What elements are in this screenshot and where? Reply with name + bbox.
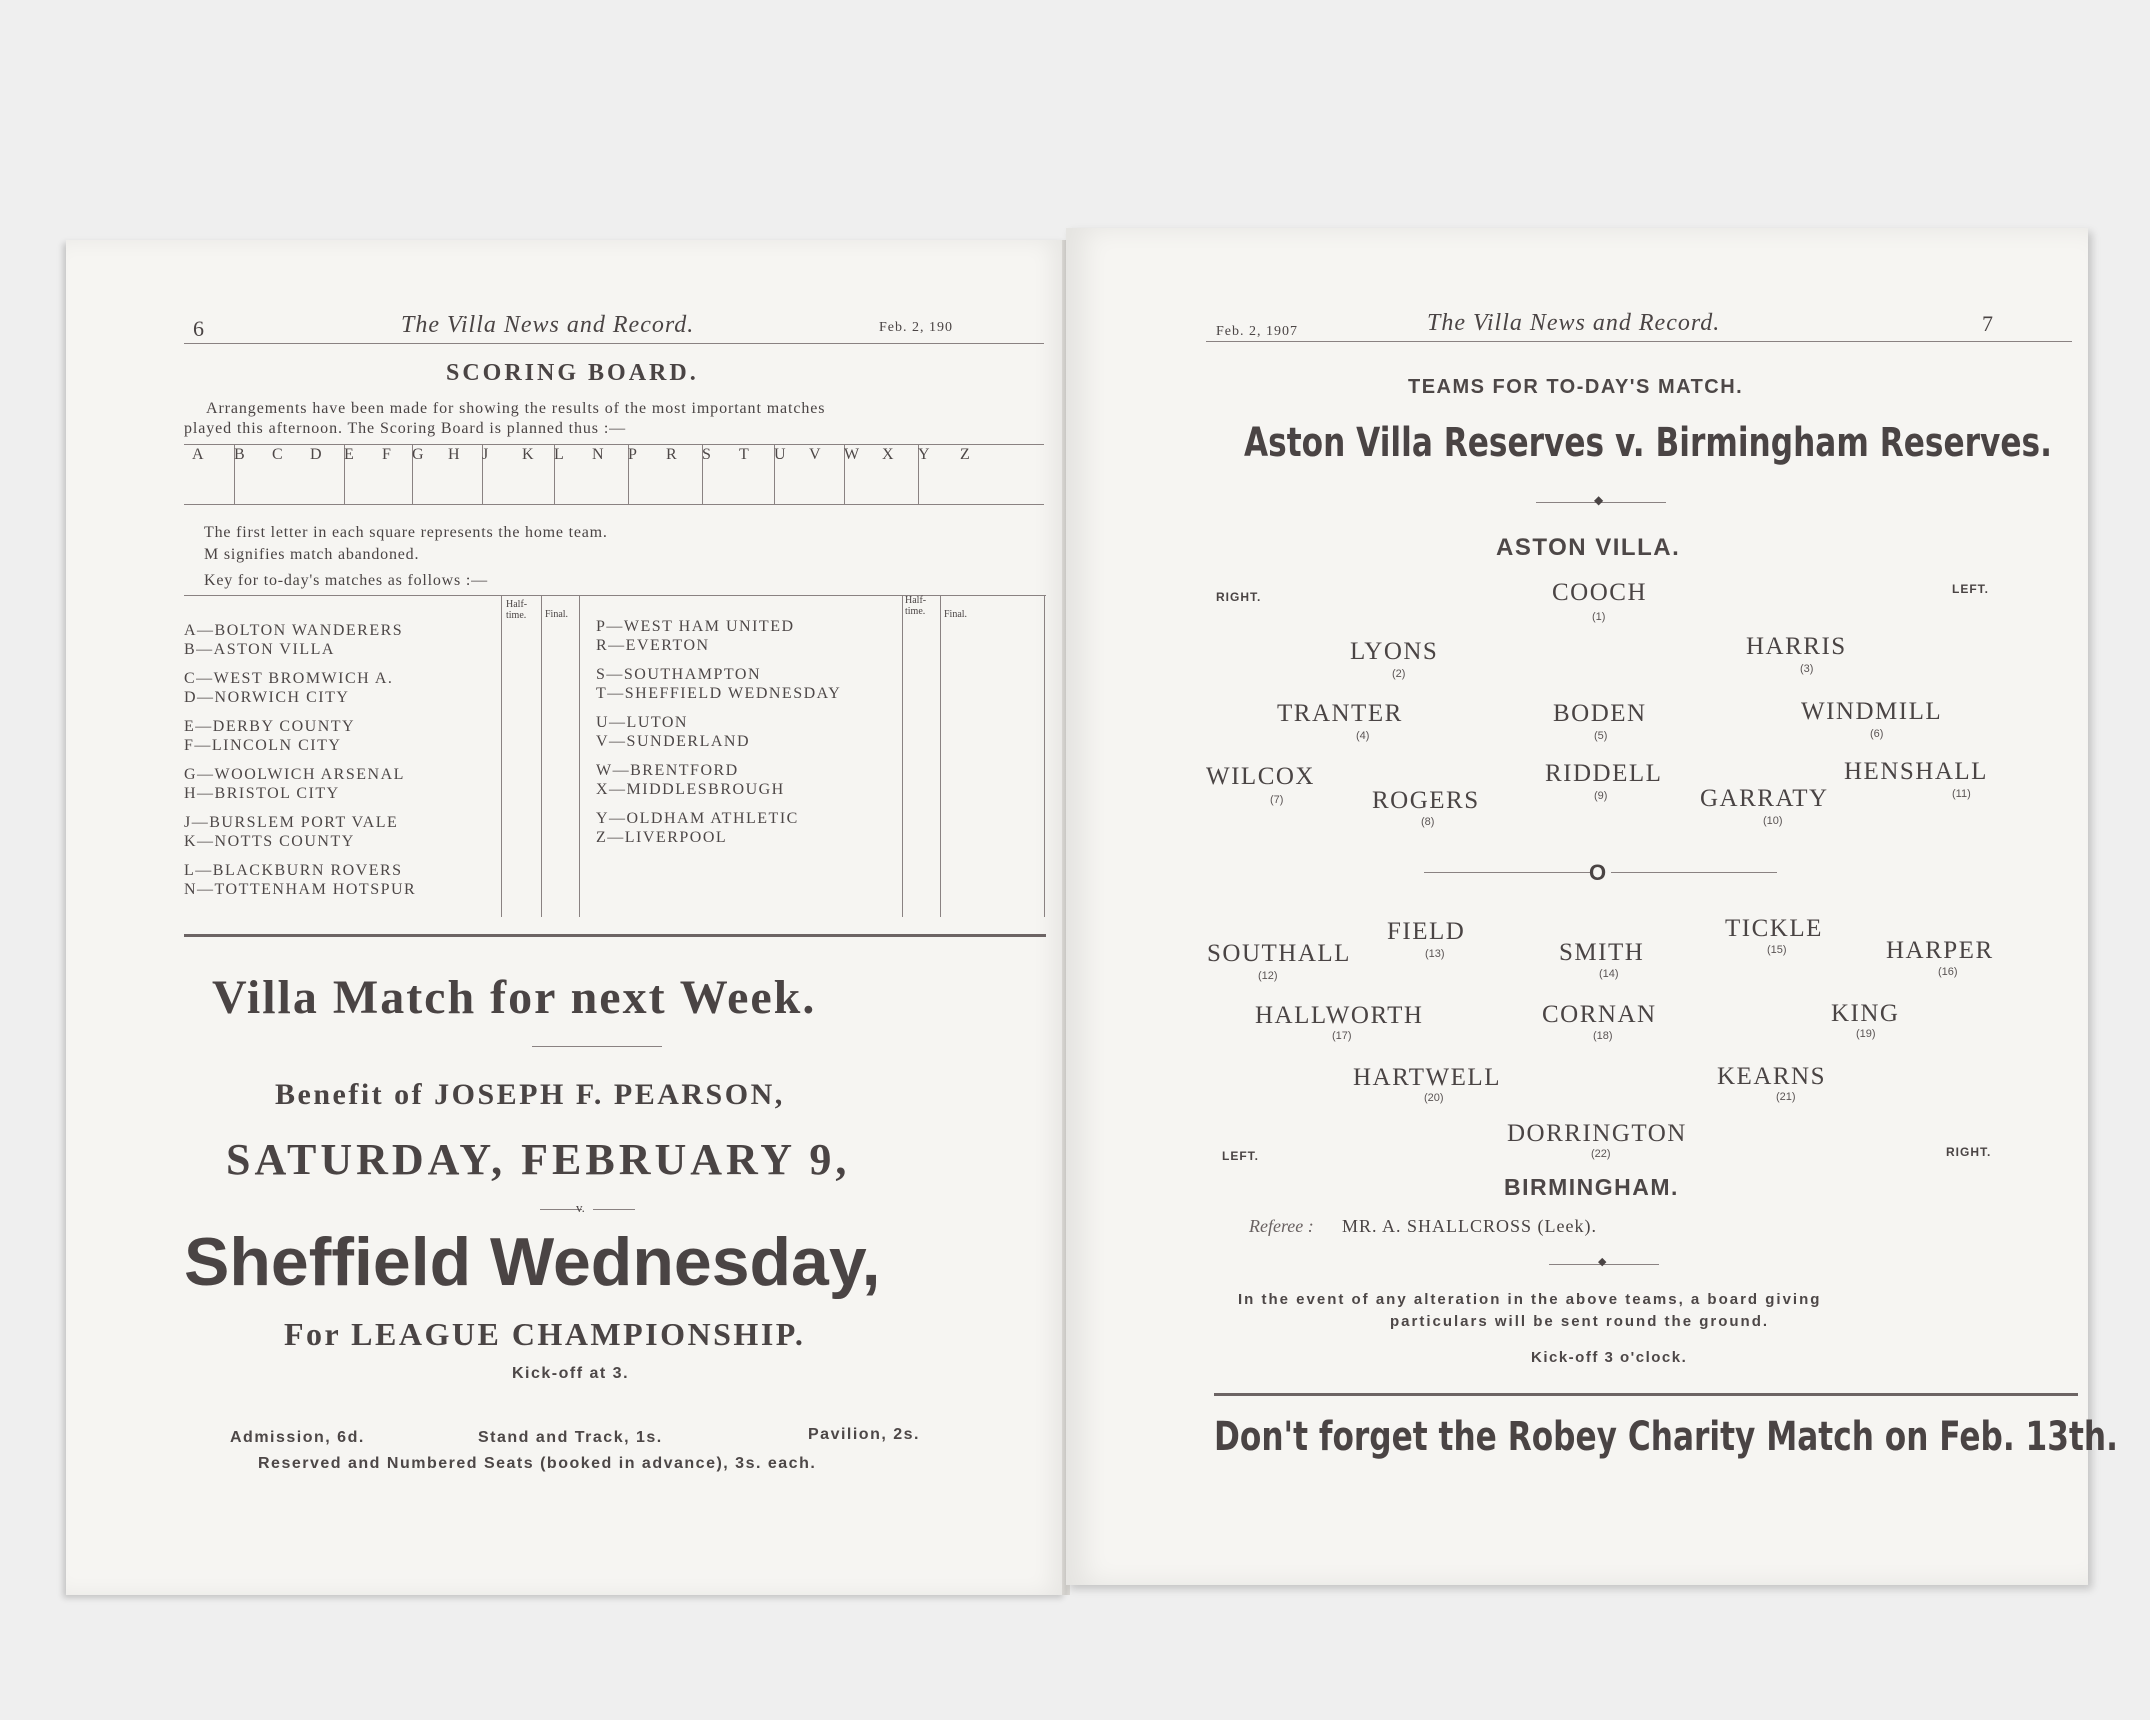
key-entry: X—MIDDLESBROUGH	[596, 781, 785, 798]
label-left-top: LEFT.	[1952, 582, 1989, 596]
referee-name: MR. A. SHALLCROSS (Leek).	[1342, 1216, 1598, 1236]
key-divider	[940, 595, 941, 917]
kickoff-time: Kick-off 3 o'clock.	[1531, 1349, 1688, 1366]
player-name: TRANTER	[1277, 700, 1403, 727]
key-table	[184, 595, 1046, 920]
reserved-seats: Reserved and Numbered Seats (booked in advance), 3s. each.	[258, 1455, 817, 1472]
player-name: HARPER	[1886, 937, 1994, 964]
header-rule	[184, 343, 1044, 344]
final-label-1: Final.	[545, 609, 569, 620]
label-right-top: RIGHT.	[1216, 590, 1262, 604]
grid-letter: V	[809, 446, 821, 463]
player-name: COOCH	[1552, 579, 1648, 606]
player-number: (17)	[1332, 1030, 1352, 1042]
key-entry: C—WEST BROMWICH A.	[184, 670, 394, 687]
player-name: HENSHALL	[1844, 758, 1988, 785]
grid-letter: T	[739, 446, 749, 463]
key-entry: B—ASTON VILLA	[184, 641, 335, 658]
grid-letter: H	[448, 446, 460, 463]
halfway-line-right	[1611, 872, 1777, 873]
referee-label: Referee :	[1249, 1216, 1314, 1236]
scoring-note-2: M signifies match abandoned.	[204, 546, 420, 563]
right-page-number: 7	[1982, 311, 1993, 336]
key-divider	[902, 595, 903, 917]
grid-top-rule	[184, 444, 1044, 445]
key-entry: V—SUNDERLAND	[596, 733, 750, 750]
player-number: (9)	[1594, 790, 1608, 802]
opponent-name: Sheffield Wednesday,	[184, 1224, 881, 1300]
key-entry: G—WOOLWICH ARSENAL	[184, 766, 405, 783]
key-divider	[1044, 595, 1045, 917]
scoring-intro-line2: played this afternoon. The Scoring Board is planned thus :—	[184, 420, 627, 437]
player-name: KEARNS	[1717, 1063, 1827, 1090]
halfway-line-left	[1424, 872, 1590, 873]
player-name: HARTWELL	[1353, 1064, 1501, 1091]
key-entry: H—BRISTOL CITY	[184, 785, 340, 802]
home-team-heading: ASTON VILLA.	[1496, 534, 1681, 561]
player-number: (3)	[1800, 663, 1814, 675]
admission-price: Admission, 6d.	[230, 1429, 365, 1446]
key-entry: Y—OLDHAM ATHLETIC	[596, 810, 799, 827]
player-number: (14)	[1599, 968, 1619, 980]
player-number: (20)	[1424, 1092, 1444, 1104]
grid-letter: Z	[960, 446, 970, 463]
player-name: TICKLE	[1725, 915, 1823, 942]
next-kickoff: Kick-off at 3.	[512, 1365, 630, 1382]
key-entry: Z—LIVERPOOL	[596, 829, 728, 846]
versus-rule-right	[593, 1209, 635, 1210]
footer-rule	[1214, 1393, 2078, 1396]
player-number: (2)	[1392, 668, 1406, 680]
stand-price: Stand and Track, 1s.	[478, 1429, 663, 1446]
section-rule	[184, 934, 1046, 937]
key-entry: S—SOUTHAMPTON	[596, 666, 762, 683]
next-match-heading: Villa Match for next Week.	[212, 971, 817, 1024]
player-number: (10)	[1763, 815, 1783, 827]
player-number: (6)	[1870, 728, 1884, 740]
ornament-icon: ◆	[1598, 1256, 1607, 1268]
grid-letter: E	[344, 446, 354, 463]
player-number: (7)	[1270, 794, 1284, 806]
key-entry: J—BURSLEM PORT VALE	[184, 814, 399, 831]
key-entry: K—NOTTS COUNTY	[184, 833, 355, 850]
player-number: (13)	[1425, 948, 1445, 960]
benefit-line: Benefit of JOSEPH F. PEARSON,	[275, 1078, 785, 1111]
grid-letter: N	[592, 446, 604, 463]
halftime-label-2: Half-time.	[905, 595, 927, 617]
right-running-title: The Villa News and Record.	[1427, 310, 1721, 336]
match-date: SATURDAY, FEBRUARY 9,	[226, 1135, 851, 1184]
player-number: (12)	[1258, 970, 1278, 982]
grid-letter: F	[382, 446, 391, 463]
player-number: (1)	[1592, 611, 1606, 623]
player-name: WILCOX	[1206, 763, 1315, 790]
pavilion-price: Pavilion, 2s.	[808, 1426, 920, 1443]
right-page	[1066, 228, 2118, 1585]
player-number: (22)	[1591, 1148, 1611, 1160]
player-name: GARRATY	[1700, 785, 1829, 812]
key-intro: Key for to-day's matches as follows :—	[204, 572, 488, 589]
away-team-heading: BIRMINGHAM.	[1504, 1174, 1679, 1200]
scoring-board-grid	[184, 444, 1044, 506]
grid-letter: B	[234, 446, 245, 463]
grid-letter: W	[844, 446, 860, 463]
player-number: (15)	[1767, 944, 1787, 956]
player-name: CORNAN	[1542, 1001, 1657, 1028]
player-name: RIDDELL	[1545, 760, 1663, 787]
player-number: (16)	[1938, 966, 1958, 978]
player-number: (11)	[1952, 788, 1971, 800]
label-right-bottom: RIGHT.	[1946, 1145, 1992, 1159]
alteration-line1: In the event of any alteration in the above teams, a board giving	[1238, 1291, 1822, 1308]
player-name: WINDMILL	[1801, 698, 1943, 725]
grid-letter: G	[412, 446, 424, 463]
grid-letter: D	[310, 446, 322, 463]
final-label-2: Final.	[944, 609, 968, 620]
grid-letter: P	[628, 446, 637, 463]
key-entry: P—WEST HAM UNITED	[596, 618, 795, 635]
player-name: SOUTHALL	[1207, 940, 1351, 967]
versus: v.	[576, 1200, 585, 1215]
short-rule	[532, 1046, 662, 1047]
player-number: (8)	[1421, 816, 1435, 828]
competition: For LEAGUE CHAMPIONSHIP.	[284, 1316, 806, 1352]
key-entry: E—DERBY COUNTY	[184, 718, 356, 735]
alteration-line2: particulars will be sent round the ground.	[1390, 1313, 1770, 1330]
footer-reminder: Don't forget the Robey Charity Match on Feb. 13th.	[1214, 1414, 2118, 1460]
grid-letter: Y	[918, 446, 930, 463]
key-entry: D—NORWICH CITY	[184, 689, 350, 706]
key-divider	[579, 595, 580, 917]
player-number: (21)	[1776, 1091, 1796, 1103]
player-number: (18)	[1593, 1030, 1613, 1042]
grid-letter: A	[192, 446, 204, 463]
key-entry: L—BLACKBURN ROVERS	[184, 862, 403, 879]
key-entry: W—BRENTFORD	[596, 762, 739, 779]
ornament-icon: ◆	[1594, 493, 1604, 507]
grid-letter: X	[882, 446, 894, 463]
player-name: BODEN	[1553, 700, 1647, 727]
teams-heading: TEAMS FOR TO-DAY'S MATCH.	[1408, 376, 1744, 398]
left-running-title: The Villa News and Record.	[401, 312, 695, 338]
ball-icon: O	[1589, 860, 1607, 885]
player-name: HARRIS	[1746, 633, 1847, 660]
grid-letter: L	[554, 446, 564, 463]
player-name: HALLWORTH	[1255, 1002, 1424, 1029]
left-page	[66, 240, 1066, 1595]
player-name: ROGERS	[1372, 787, 1480, 814]
key-entry: N—TOTTENHAM HOTSPUR	[184, 881, 417, 898]
player-number: (5)	[1594, 730, 1608, 742]
player-number: (4)	[1356, 730, 1370, 742]
key-entry: R—EVERTON	[596, 637, 710, 654]
grid-letter: K	[522, 446, 534, 463]
player-number: (19)	[1856, 1028, 1876, 1040]
player-name: DORRINGTON	[1507, 1120, 1687, 1147]
key-divider	[541, 595, 542, 917]
key-entry: U—LUTON	[596, 714, 688, 731]
left-date: Feb. 2, 190	[879, 320, 953, 335]
scoring-note-1: The first letter in each square represents the home team.	[204, 524, 608, 541]
key-entry: A—BOLTON WANDERERS	[184, 622, 404, 639]
grid-letter: C	[272, 446, 283, 463]
player-name: SMITH	[1559, 939, 1645, 966]
key-divider	[501, 595, 502, 917]
grid-letter: R	[666, 446, 677, 463]
halftime-label-1: Half-time.	[506, 599, 528, 621]
key-entry: F—LINCOLN CITY	[184, 737, 342, 754]
left-page-number: 6	[193, 316, 204, 341]
grid-letter: J	[482, 446, 489, 463]
scoring-intro-line1: Arrangements have been made for showing the results of the most important matches	[206, 400, 826, 417]
scoring-board-heading: SCORING BOARD.	[446, 360, 699, 386]
player-name: KING	[1831, 1000, 1900, 1027]
key-entry: T—SHEFFIELD WEDNESDAY	[596, 685, 842, 702]
player-name: FIELD	[1387, 918, 1466, 945]
grid-bottom-rule	[184, 504, 1044, 505]
right-date: Feb. 2, 1907	[1216, 324, 1298, 339]
fixture-title: Aston Villa Reserves v. Birmingham Reserves.	[1244, 420, 2052, 466]
header-rule	[1206, 341, 2072, 342]
grid-letter: U	[774, 446, 786, 463]
grid-letter: S	[702, 446, 711, 463]
label-left-bottom: LEFT.	[1222, 1149, 1259, 1163]
player-name: LYONS	[1350, 638, 1439, 665]
